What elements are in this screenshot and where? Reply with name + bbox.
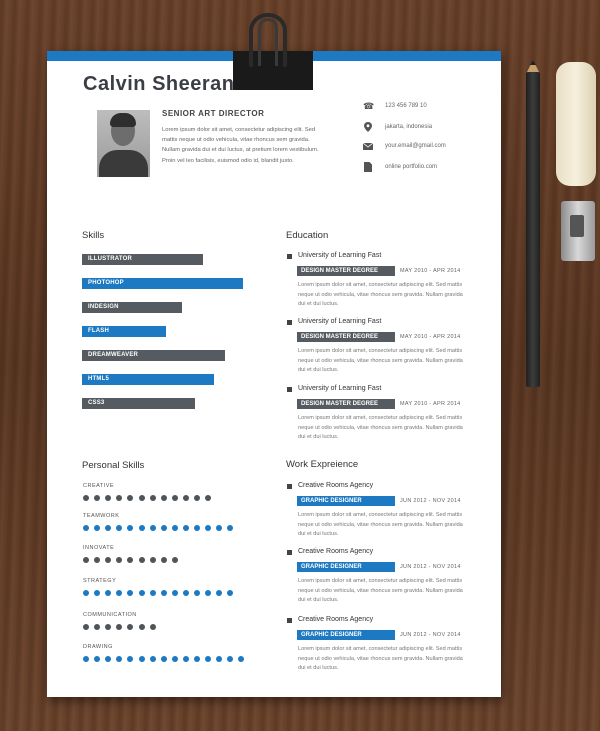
skill-dot	[139, 590, 145, 596]
skill-dot	[194, 656, 200, 662]
eraser-prop	[556, 62, 596, 186]
skill-dot	[172, 525, 178, 531]
entry-description: Lorem ipsum dolor sit amet, consectetur adipiscing elit. Sed mattis neque ut odio vehicula, vitae rhoncus sem gravida. Nullam gravida dui et dui luctus.	[298, 512, 463, 538]
education-title: Education	[286, 230, 329, 241]
location-pin-icon	[363, 122, 373, 132]
skill-dot	[150, 525, 156, 531]
contact-email: your.email@gmail.com	[385, 143, 446, 149]
skill-dot	[183, 656, 189, 662]
skill-dot	[116, 656, 122, 662]
skill-dot	[139, 624, 145, 630]
sharpener-prop	[561, 201, 595, 261]
skill-dot	[150, 557, 156, 563]
skill-dot	[161, 557, 167, 563]
skill-dot	[127, 557, 133, 563]
contact-phone: 123 456 789 10	[385, 103, 427, 109]
entry-bullet	[287, 387, 292, 392]
skill-dot	[83, 495, 89, 501]
entry-badge-label: GRAPHIC DESIGNER	[301, 631, 362, 638]
contact-location: jakarta, indonesia	[385, 124, 433, 130]
skill-dot	[105, 525, 111, 531]
entry-description: Lorem ipsum dolor sit amet, consectetur adipiscing elit. Sed mattis neque ut odio vehicula, vitae rhoncus sem gravida. Nullam gravida dui et dui luctus.	[298, 415, 463, 441]
skill-dot	[161, 656, 167, 662]
skill-dot	[105, 656, 111, 662]
personal-skill-label: INNOVATE	[83, 545, 115, 551]
entry-badge-label: DESIGN MASTER DEGREE	[301, 333, 379, 340]
skill-dot	[161, 495, 167, 501]
phone-icon: ☎	[363, 101, 375, 111]
skill-dot	[83, 624, 89, 630]
binder-clip-inner-handle	[258, 18, 278, 66]
skill-dot	[139, 656, 145, 662]
skill-bar	[82, 254, 203, 265]
skill-label: ILLUSTRATOR	[88, 256, 132, 262]
entry-date: MAY 2010 - APR 2014	[400, 334, 461, 340]
skill-dot	[216, 656, 222, 662]
photo-hair	[110, 113, 136, 127]
pencil-lead	[530, 60, 536, 65]
skill-dot	[105, 557, 111, 563]
document-icon	[363, 162, 373, 172]
skill-dot	[172, 495, 178, 501]
skill-dot	[94, 495, 100, 501]
skill-label: PHOTOHOP	[88, 280, 124, 286]
skill-dot	[150, 624, 156, 630]
entry-description: Lorem ipsum dolor sit amet, consectetur adipiscing elit. Sed mattis neque ut odio vehicula, vitae rhoncus sem gravida. Nullam gravida dui et dui luctus.	[298, 282, 463, 308]
skill-dot	[172, 557, 178, 563]
skill-bar	[82, 326, 166, 337]
skill-dot	[227, 656, 233, 662]
skill-dot	[150, 590, 156, 596]
skill-dot	[150, 495, 156, 501]
entry-bullet	[287, 484, 292, 489]
skill-label: DREAMWEAVER	[88, 352, 139, 358]
skill-dot	[183, 590, 189, 596]
entry-description: Lorem ipsum dolor sit amet, consectetur adipiscing elit. Sed mattis neque ut odio vehicula, vitae rhoncus sem gravida. Nullam gravida dui et dui luctus.	[298, 646, 463, 672]
skill-dot	[183, 525, 189, 531]
skill-label: CSS3	[88, 400, 105, 406]
skill-dot	[194, 590, 200, 596]
sharpener-hole	[570, 215, 584, 237]
personal-skill-label: TEAMWORK	[83, 513, 120, 519]
skill-dot	[83, 557, 89, 563]
skill-dot	[161, 590, 167, 596]
skill-dot	[205, 495, 211, 501]
skill-label: INDESIGN	[88, 304, 119, 310]
entry-badge	[297, 399, 395, 409]
skill-dot	[116, 557, 122, 563]
skill-bar	[82, 398, 195, 409]
resume-page	[47, 51, 501, 697]
skill-dot	[94, 656, 100, 662]
entry-badge	[297, 266, 395, 276]
entry-bullet	[287, 320, 292, 325]
personal-skill-label: COMMUNICATION	[83, 612, 137, 618]
intro-text: Lorem ipsum dolor sit amet, consectetur adipiscing elit. Sed mattis neque ut odio vehicula, vitae rhoncus sem gravida. Nullam gravida dui et dui luctus, at pretium lorem vestibulum. Proin vel leo facilisis, euismod odio id, blandit justo.	[162, 127, 319, 164]
skill-dot	[172, 590, 178, 596]
entry-date: JUN 2012 - NOV 2014	[400, 564, 461, 570]
personal-skill-label: DRAWING	[83, 644, 113, 650]
skill-dot	[183, 495, 189, 501]
skill-dot	[227, 590, 233, 596]
mail-icon	[363, 142, 373, 152]
skill-bar	[82, 278, 243, 289]
skill-dot	[205, 525, 211, 531]
entry-bullet	[287, 550, 292, 555]
personal-skills-title: Personal Skills	[82, 460, 145, 471]
skill-dot	[127, 525, 133, 531]
entry-bullet	[287, 254, 292, 259]
skill-dot	[83, 525, 89, 531]
skill-dot	[94, 557, 100, 563]
entry-bullet	[287, 618, 292, 623]
photo-body	[99, 150, 148, 177]
skill-dot	[116, 525, 122, 531]
entry-badge-label: DESIGN MASTER DEGREE	[301, 267, 379, 274]
skill-dot	[127, 656, 133, 662]
skill-dot	[216, 525, 222, 531]
entry-badge-label: GRAPHIC DESIGNER	[301, 497, 362, 504]
work-title: Work Expreience	[286, 459, 359, 470]
entry-date: JUN 2012 - NOV 2014	[400, 498, 461, 504]
contact-portfolio: online portfolio.com	[385, 164, 438, 170]
skill-label: FLASH	[88, 328, 109, 334]
personal-skill-label: STRATEGY	[83, 578, 117, 584]
skill-dot	[150, 656, 156, 662]
skill-dot	[83, 590, 89, 596]
entry-date: JUN 2012 - NOV 2014	[400, 632, 461, 638]
skill-dot	[105, 495, 111, 501]
skill-dot	[227, 525, 233, 531]
skill-bar	[82, 350, 225, 361]
entry-title: Creative Rooms Agency	[298, 548, 374, 555]
skill-dot	[105, 590, 111, 596]
entry-title: Creative Rooms Agency	[298, 482, 374, 489]
entry-badge-label: DESIGN MASTER DEGREE	[301, 400, 379, 407]
skill-dot	[105, 624, 111, 630]
skill-dot	[161, 525, 167, 531]
job-role: SENIOR ART DIRECTOR	[162, 109, 265, 118]
skill-dot	[205, 590, 211, 596]
skill-dot	[94, 624, 100, 630]
skill-dot	[139, 495, 145, 501]
entry-title: University of Learning Fast	[298, 385, 382, 392]
profile-photo	[97, 110, 150, 177]
skill-dot	[205, 656, 211, 662]
skill-dot	[127, 624, 133, 630]
skill-dot	[127, 495, 133, 501]
skill-dot	[194, 525, 200, 531]
entry-badge	[297, 562, 395, 572]
skill-bar	[82, 374, 214, 385]
personal-skill-label: CREATIVE	[83, 483, 115, 489]
entry-badge	[297, 332, 395, 342]
skill-dot	[83, 656, 89, 662]
skill-dot	[139, 525, 145, 531]
entry-date: MAY 2010 - APR 2014	[400, 401, 461, 407]
entry-title: University of Learning Fast	[298, 252, 382, 259]
skill-dot	[94, 590, 100, 596]
resume-name: Calvin Sheeran	[83, 73, 235, 95]
entry-badge	[297, 630, 395, 640]
entry-description: Lorem ipsum dolor sit amet, consectetur adipiscing elit. Sed mattis neque ut odio vehicula, vitae rhoncus sem gravida. Nullam gravida dui et dui luctus.	[298, 578, 463, 604]
skill-dot	[194, 495, 200, 501]
skill-dot	[116, 624, 122, 630]
skill-dot	[238, 656, 244, 662]
skill-bar	[82, 302, 182, 313]
skill-dot	[94, 525, 100, 531]
skill-dot	[216, 590, 222, 596]
entry-title: Creative Rooms Agency	[298, 616, 374, 623]
pencil-prop	[526, 72, 540, 387]
entry-description: Lorem ipsum dolor sit amet, consectetur adipiscing elit. Sed mattis neque ut odio vehicula, vitae rhoncus sem gravida. Nullam gravida dui et dui luctus.	[298, 348, 463, 374]
entry-date: MAY 2010 - APR 2014	[400, 268, 461, 274]
entry-badge-label: GRAPHIC DESIGNER	[301, 563, 362, 570]
skill-dot	[172, 656, 178, 662]
entry-title: University of Learning Fast	[298, 318, 382, 325]
skill-dot	[139, 557, 145, 563]
skill-dot	[116, 495, 122, 501]
skill-dot	[127, 590, 133, 596]
skill-label: HTML5	[88, 376, 109, 382]
skills-title: Skills	[82, 230, 105, 241]
entry-badge	[297, 496, 395, 506]
skill-dot	[116, 590, 122, 596]
